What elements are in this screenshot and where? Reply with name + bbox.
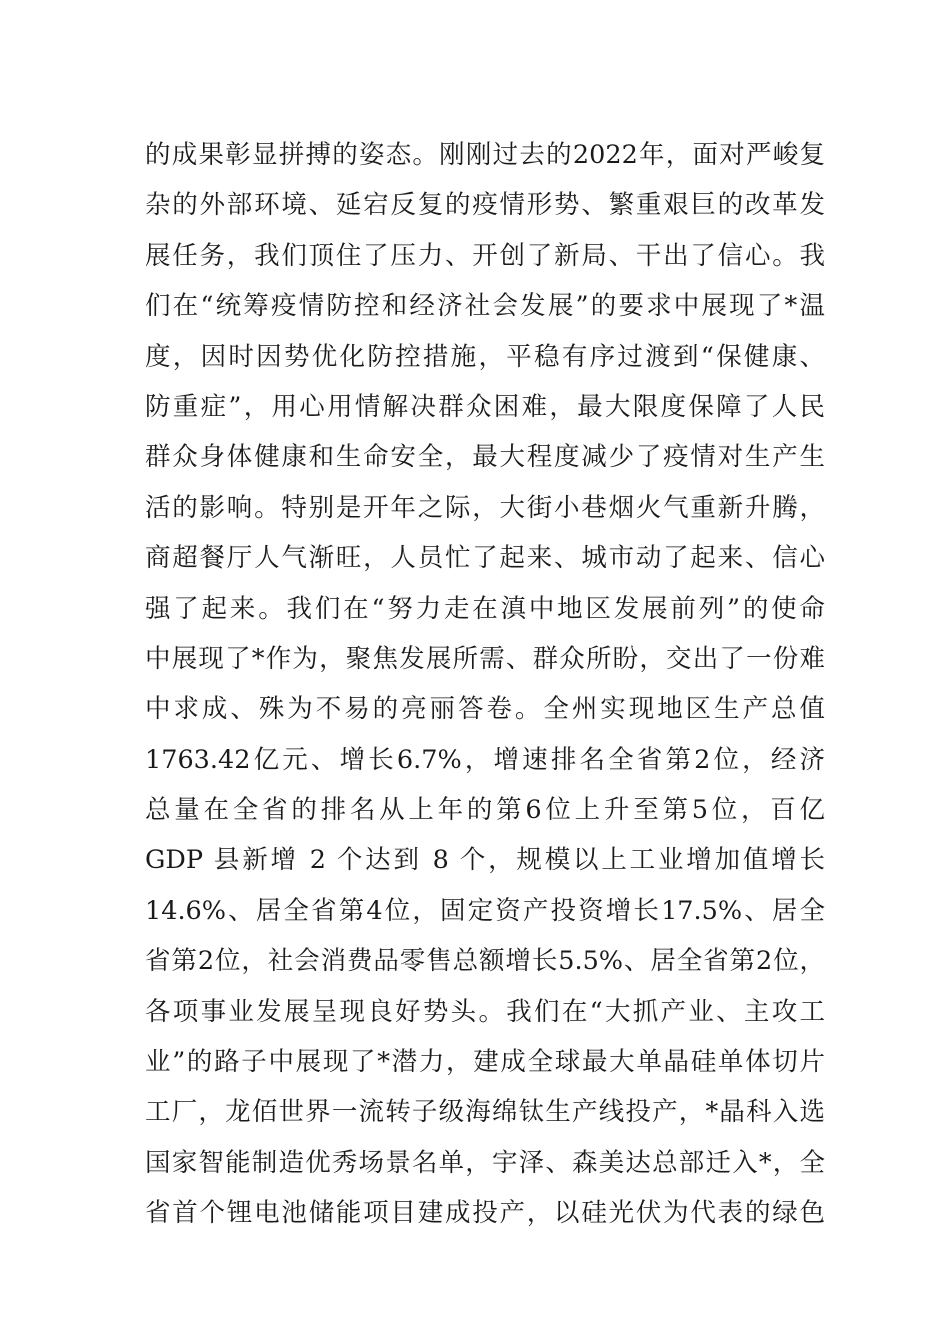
text-line: 总量在全省的排名从上年的第6位上升至第5位，百亿: [145, 795, 825, 826]
text-line: 省首个锂电池储能项目建成投产，以硅光伏为代表的绿色: [145, 1198, 825, 1229]
text-line: 各项事业发展呈现良好势头。我们在“大抓产业、主攻工: [145, 996, 825, 1027]
text-line: 工厂，龙佰世界一流转子级海绵钛生产线投产，*晶科入选: [145, 1097, 825, 1128]
text-line: 们在“统筹疫情防控和经济社会发展”的要求中展现了*温: [145, 291, 825, 322]
text-line: 群众身体健康和生命安全，最大程度减少了疫情对生产生: [145, 442, 825, 473]
text-line: 业”的路子中展现了*潜力，建成全球最大单晶硅单体切片: [145, 1047, 825, 1078]
body-paragraph: [145, 130, 825, 1239]
text-line: 省第2位，社会消费品零售总额增长5.5%、居全省第2位，: [145, 946, 825, 977]
text-line: GDP 县新增 2 个达到 8 个，规模以上工业增加值增长: [145, 845, 825, 876]
text-line: 14.6%、居全省第4位，固定资产投资增长17.5%、居全: [145, 895, 825, 926]
text-line: 中展现了*作为，聚焦发展所需、群众所盼，交出了一份难: [145, 643, 825, 674]
text-line: 中求成、殊为不易的亮丽答卷。全州实现地区生产总值: [145, 694, 825, 725]
text-line: 度，因时因势优化防控措施，平稳有序过渡到“保健康、: [145, 341, 825, 372]
text-line: 防重症”，用心用情解决群众困难，最大限度保障了人民: [145, 391, 825, 422]
text-line: 强了起来。我们在“努力走在滇中地区发展前列”的使命: [145, 593, 825, 624]
text-line: 展任务，我们顶住了压力、开创了新局、干出了信心。我: [145, 240, 825, 271]
text-line: 1763.42亿元、增长6.7%，增速排名全省第2位，经济: [145, 744, 825, 775]
text-line: 的成果彰显拼搏的姿态。刚刚过去的2022年，面对严峻复: [145, 140, 825, 170]
text-line: 商超餐厅人气渐旺，人员忙了起来、城市动了起来、信心: [145, 543, 825, 574]
text-line: 活的影响。特别是开年之际，大街小巷烟火气重新升腾，: [145, 492, 825, 523]
text-line: 杂的外部环境、延宕反复的疫情形势、繁重艰巨的改革发: [145, 190, 825, 221]
text-line: 国家智能制造优秀场景名单，宇泽、森美达总部迁入*，全: [145, 1147, 825, 1178]
